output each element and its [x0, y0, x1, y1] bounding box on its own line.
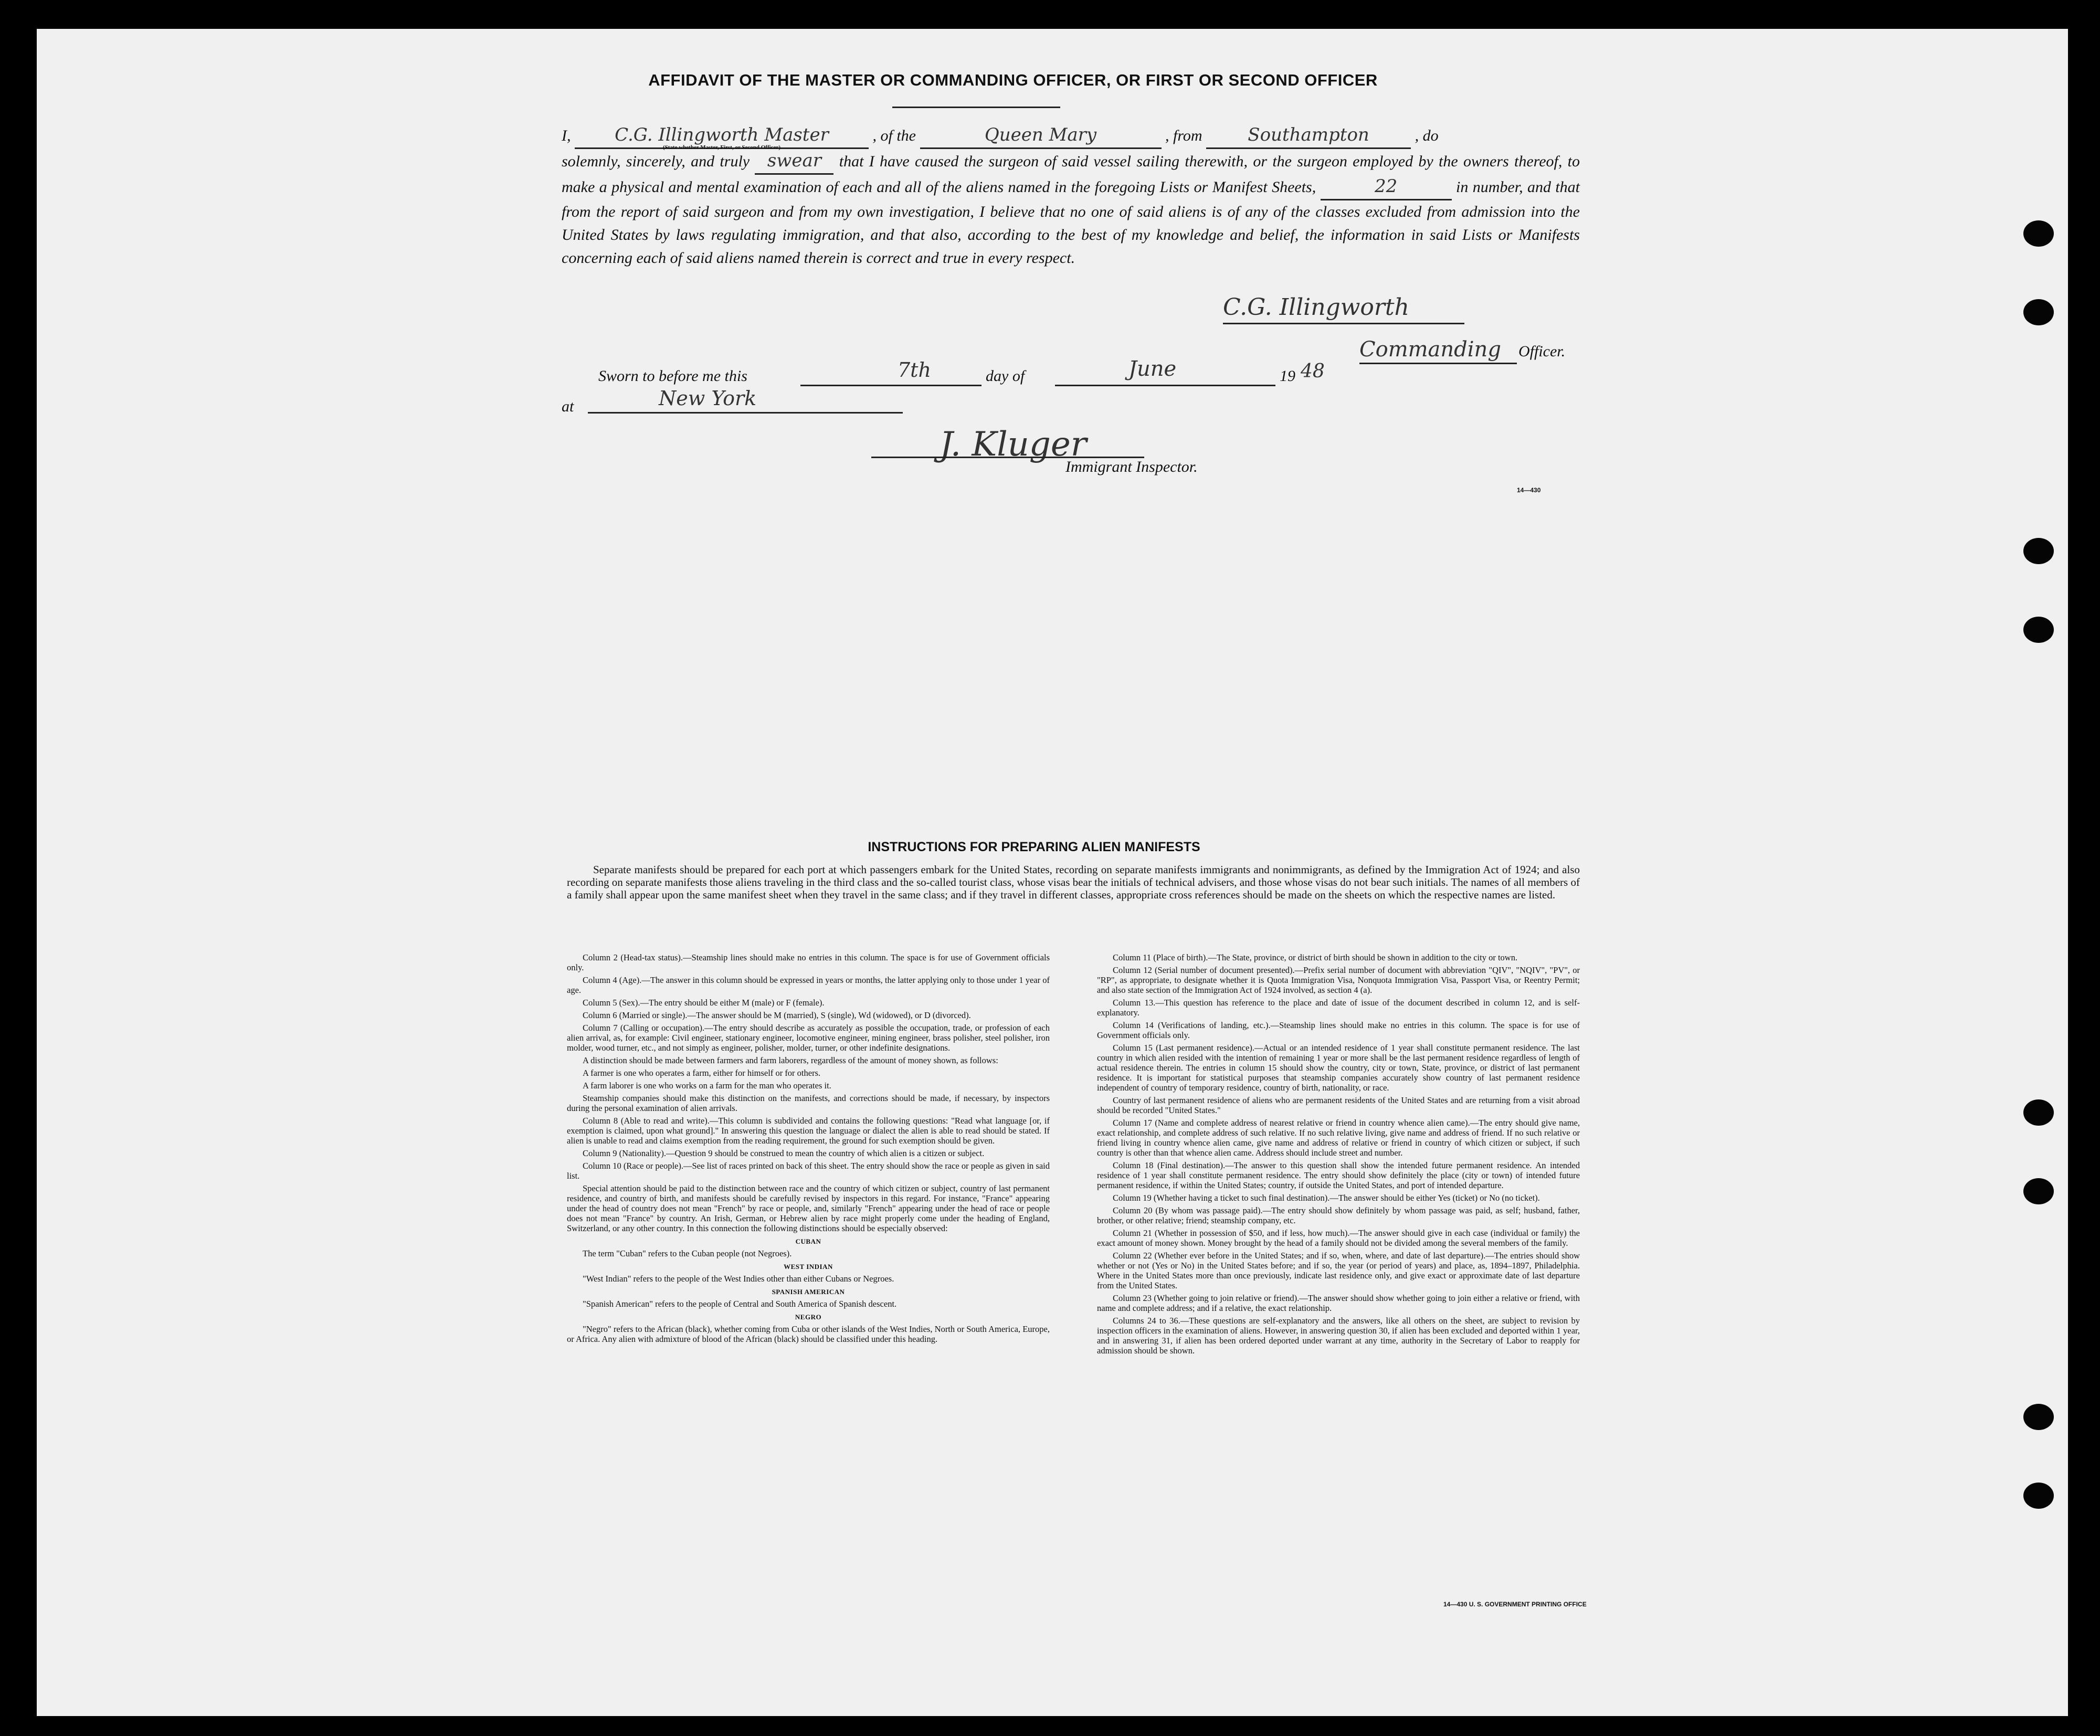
punch-hole: [2023, 220, 2054, 247]
form-number: 14—430: [1517, 486, 1541, 494]
instruction-paragraph: Columns 24 to 36.—These questions are self-explanatory and the answers, like all others on the sheet, are subject to revision by inspection officers in the examination of aliens. However, in answering question 30, if alien has been excluded and deported within 1 year, and in answering 31, if alien has been ordered deported under warrant at any time, authority in the Secretary of Labor to reapply for admission should be shown.: [1097, 1316, 1580, 1356]
definition-heading: CUBAN: [795, 1237, 821, 1245]
officer-name-handwriting: C.G. Illingworth Master: [615, 124, 829, 145]
instruction-paragraph: Column 15 (Last permanent residence).—Actual or an intended residence of 1 year shall constitute permanent residence. The last country in which alien resided with the intention of remaining 1 year or more shall be the last permanent residence regardless of length of actual residence therein. The entries in column 15 should show the country, city or town, State, province, or district of last permanent residence. It is important for statistical purposes that steamship companies accurately show country of last permanent residence independent of country of temporary residence, country of birth, nationality, or race.: [1097, 1043, 1580, 1093]
port-field: [1206, 123, 1411, 149]
instruction-paragraph: Column 10 (Race or people).—See list of races printed on back of this sheet. The entry should show the race or people as given in said list.: [567, 1161, 1050, 1181]
instructions-intro: Separate manifests should be prepared for each port at which passengers embark for the United States, recording on separate manifests immigrants and nonimmigrants, as defined by the Immigration Act of 1924; and also recording on separate manifests those aliens traveling in the third class and the so-called tourist class, whose visas bear the initials of technical advisers, and those whose visas do not bear such initials. The names of all members of a family shall appear upon the same manifest sheet when they travel in the same class; and if they travel in different classes, appropriate cross references should be made on the sheets on which the respective names are listed.: [567, 863, 1580, 901]
instruction-paragraph: Column 9 (Nationality).—Question 9 should be construed to mean the country of which alien is a citizen or subject.: [583, 1148, 985, 1158]
of-the-label: , of the: [872, 127, 916, 144]
instruction-paragraph: A farm laborer is one who works on a farm for the man who operates it.: [583, 1081, 831, 1091]
solemnly-text: solemnly, sincerely, and truly: [562, 153, 750, 170]
swear-handwriting: swear: [767, 150, 822, 171]
instruction-paragraph: Column 17 (Name and complete address of nearest relative or friend in country whence alien came).—The entry should give name, exact relationship, and complete address of such relative. If no such relative living, give name and address of friend. If no such relative or friend living in country whence alien came, give name and address of relative or friend in country of which citizen or subject, if such country is other than that whence alien came. Address should include street and number.: [1097, 1118, 1580, 1158]
instruction-paragraph: Column 4 (Age).—The answer in this column should be expressed in years or months, the latter applying only to those under 1 year of age.: [567, 975, 1050, 995]
officer-label: Officer.: [1518, 343, 1566, 360]
instruction-paragraph: Special attention should be paid to the distinction between race and the country of which citizen or subject, country of last permanent residence, and country of birth, and manifests should be carefully revised by inspectors in this regard. For instance, "France" appearing under the head of country does not mean "French" by race or people, and, similarly "French" appearing under the head of race or people does not mean "France" by country. An Irish, German, or Hebrew alien by race might properly come under the heading of England, Switzerland, or any other country. In this connection the following distinctions should be especially observed:: [567, 1183, 1050, 1233]
sheets-count-handwriting: 22: [1374, 176, 1398, 197]
officer-signature: C.G. Illingworth: [1223, 294, 1409, 321]
instruction-paragraph: Column 22 (Whether ever before in the United States; and if so, when, where, and date of last departure).—The entries should show whether or not (Yes or No) in the United States before; and if so, the year (or period of years) and place, as, 1894–1897, Philadelphia. Where in the United States more than once previously, indicate last residence only, and give exact or approximate date of last departure from the United States.: [1097, 1251, 1580, 1290]
place-handwriting: New York: [659, 387, 757, 410]
instruction-paragraph: Column 18 (Final destination).—The answer to this question shall show the intended future permanent residence. An intended residence of 1 year shall constitute permanent residence. The entry should show definitely the place (city or town) of intended future permanent residence, if within the United States; country, if outside the United States, and port of intended departure.: [1097, 1160, 1580, 1190]
officer-name-field: [575, 123, 869, 149]
punch-hole: [2023, 1483, 2054, 1509]
sworn-label: Sworn to before me this: [598, 367, 747, 385]
officer-type-note: (State whether Master, First, or Second Officer): [662, 144, 780, 151]
instruction-paragraph: Column 12 (Serial number of document presented).—Prefix serial number of document with abbreviation "QIV", "NQIV", "PV", or "RP", as appropriate, to designate whether it is Quota Immigration Visa, Nonquota Immigration Visa, Passport Visa, or Reentry Permit; and also state section of the Immigration Act of 1924 involved, as section 4 (a).: [1097, 965, 1580, 995]
instruction-paragraph: Column 20 (By whom was passage paid).—The entry should show definitely by whom passage was paid, as self; husband, father, brother, or other relative; friend; steamship company, etc.: [1097, 1205, 1580, 1225]
punch-hole: [2023, 1404, 2054, 1430]
year-handwriting: 48: [1301, 361, 1325, 382]
definition-text: The term "Cuban" refers to the Cuban people (not Negroes).: [583, 1248, 792, 1258]
instruction-paragraph: Column 14 (Verifications of landing, etc.).—Steamship lines should make no entries in this column. The space is for use of Government officials only.: [1097, 1020, 1580, 1040]
signature-line: [1223, 323, 1464, 324]
affidavit-body: [562, 123, 1580, 270]
swear-field: [755, 149, 833, 175]
instruction-paragraph: A farmer is one who operates a farm, either for himself or for others.: [583, 1068, 821, 1078]
instruction-paragraph: Column 21 (Whether in possession of $50, and if less, how much).—The answer should give in each case (individual or family) the exact amount of money shown. Money brought by the head of a family should not be divided among the several members of the family.: [1097, 1228, 1580, 1248]
definition-heading: SPANISH AMERICAN: [772, 1288, 845, 1296]
instruction-paragraph: Column 7 (Calling or occupation).—The entry should describe as accurately as possible the occupation, trade, or profession of each alien arrival, as, for example: Civil engineer, stationary engineer, locomotive engineer, mining engineer, brass polisher, steel polisher, iron molder, wood turner, etc., and not simply as engineer, polisher, molder, turner, or other indefinite designations.: [567, 1023, 1050, 1053]
instruction-paragraph: Column 5 (Sex).—The entry should be either M (male) or F (female).: [583, 998, 825, 1008]
day-line: [800, 385, 982, 386]
affidavit-caused-text: that I have caused the surgeon of said vessel sailing therewith, or the surgeon employed by the owners thereof, to make a physical and mental examination of each and all of the aliens named in the foregoing Lists or Manifest Sheets,: [562, 153, 1580, 196]
definition-text: "Spanish American" refers to the people of Central and South America of Spanish descent.: [583, 1299, 897, 1309]
instruction-paragraph: Column 6 (Married or single).—The answer should be M (married), S (single), Wd (widowed), or D (divorced).: [583, 1010, 971, 1020]
document-page: [37, 29, 2068, 1716]
definition-text: "Negro" refers to the African (black), whether coming from Cuba or other islands of the West Indies, North or South America, Europe, or Africa. Any alien with admixture of blood of the African (black) should be classified under this heading.: [567, 1324, 1050, 1344]
instruction-paragraph: Steamship companies should make this distinction on the manifests, and corrections should be made, if necessary, by inspectors during the personal examination of alien arrivals.: [567, 1093, 1050, 1113]
definition-heading: NEGRO: [795, 1313, 822, 1321]
inspector-signature: J. Kluger: [940, 425, 1087, 464]
punch-hole: [2023, 617, 2054, 643]
do-label: , do: [1415, 127, 1439, 144]
month-line: [1055, 385, 1275, 386]
instruction-paragraph: Column 11 (Place of birth).—The State, province, or district of birth should be shown in addition to the city or town.: [1113, 952, 1518, 962]
instructions-right-column: [1097, 952, 1580, 1358]
instruction-paragraph: Country of last permanent residence of aliens who are permanent residents of the United States and are returning from a visit abroad should be recorded "United States.": [1097, 1095, 1580, 1115]
affidavit-title: AFFIDAVIT OF THE MASTER OR COMMANDING OFFICER, OR FIRST OR SECOND OFFICER: [648, 71, 1378, 89]
affidavit-body-text: in number, and that from the report of said surgeon and from my own investigation, I believe that no one of said aliens is of any of the classes excluded from admission into the United States by laws regulating immigration, and that also, according to the best of my knowledge and belief, the information in said Lists or Manifests concerning each of said aliens named therein is correct and true in every respect.: [562, 178, 1580, 267]
rank-line: [1359, 363, 1517, 364]
vessel-field: [920, 123, 1162, 149]
month-handwriting: June: [1128, 357, 1177, 381]
punch-hole: [2023, 538, 2054, 564]
instruction-paragraph: Column 19 (Whether having a ticket to such final destination).—The answer should be either Yes (ticket) or No (no ticket).: [1113, 1193, 1540, 1203]
printing-office-footer: 14—430 U. S. GOVERNMENT PRINTING OFFICE: [1443, 1601, 1587, 1608]
officer-rank-handwriting: Commanding: [1359, 337, 1501, 362]
at-label: at: [562, 398, 574, 415]
instruction-paragraph: Column 23 (Whether going to join relative or friend).—The answer should show whether going to join either a relative or friend, with name and complete address; and if a relative, the exact relationship.: [1097, 1293, 1580, 1313]
instructions-left-column: [567, 952, 1050, 1347]
punch-hole: [2023, 1178, 2054, 1204]
vessel-handwriting: Queen Mary: [984, 124, 1097, 145]
from-label: , from: [1165, 127, 1202, 144]
day-handwriting: 7th: [898, 358, 931, 382]
instructions-title: INSTRUCTIONS FOR PREPARING ALIEN MANIFESTS: [868, 840, 1200, 854]
instruction-paragraph: Column 8 (Able to read and write).—This column is subdivided and contains the following questions: "Read what language [or, if exemption is claimed, upon what ground]." In answering this question the language or dialect the alien is able to read should be stated. If alien is unable to read and claims exemption from the reading requirement, the ground for such exemption should be given.: [567, 1116, 1050, 1146]
sheets-count-field: [1321, 175, 1452, 200]
definition-heading: WEST INDIAN: [784, 1263, 833, 1271]
inspector-label: Immigrant Inspector.: [1065, 458, 1198, 475]
day-of-label: day of: [986, 367, 1025, 385]
year-prefix: 19: [1280, 367, 1295, 385]
i-label: I,: [562, 127, 571, 144]
instruction-paragraph: Column 2 (Head-tax status).—Steamship lines should make no entries in this column. The space is for use of Government officials only.: [567, 952, 1050, 972]
port-handwriting: Southampton: [1248, 124, 1369, 145]
title-rule: [892, 107, 1060, 108]
instruction-paragraph: Column 13.—This question has reference to the place and date of issue of the document described in column 12, and is self-explanatory.: [1097, 998, 1580, 1018]
place-line: [588, 412, 903, 414]
punch-hole: [2023, 299, 2054, 325]
definition-text: "West Indian" refers to the people of the West Indies other than either Cubans or Negroes.: [583, 1274, 894, 1284]
instruction-paragraph: A distinction should be made between farmers and farm laborers, regardless of the amount of money shown, as follows:: [583, 1055, 998, 1065]
punch-hole: [2023, 1099, 2054, 1126]
